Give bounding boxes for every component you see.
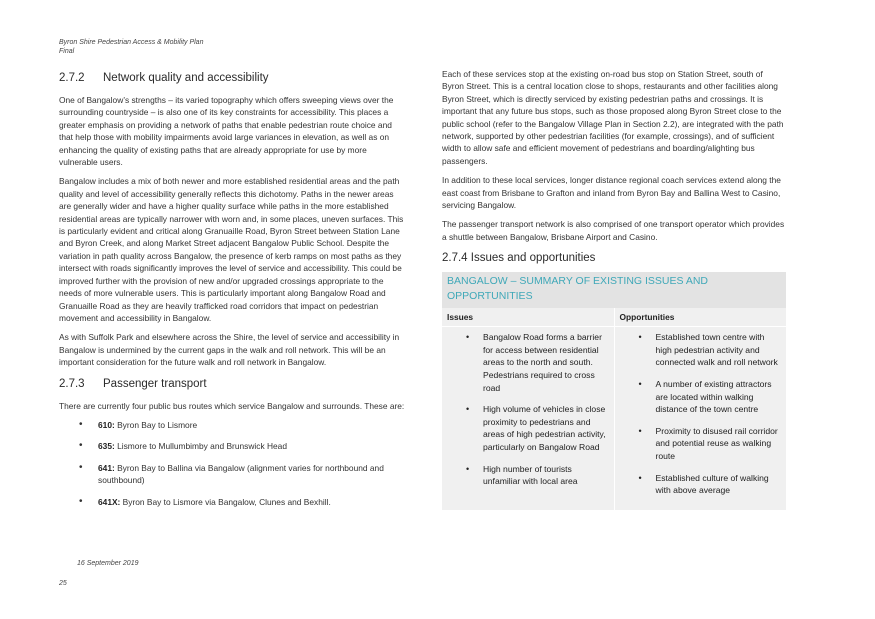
opportunity-item: • A number of existing attractors are located within walking distance of the town centre — [615, 378, 781, 416]
issues-header: Issues — [442, 308, 614, 327]
opportunities-list — [615, 327, 787, 510]
opportunities-column — [614, 308, 787, 510]
paragraph: The passenger transport network is also comprised of one transport operator which provides a shuttle between Bangalow, Brisbane Airport and Casino. — [442, 219, 785, 242]
bus-route-item — [59, 462, 405, 487]
paragraph: Bangalow includes a mix of both newer and more established residential areas and the path quality and level of accessibility generally reflects this dichotomy. Paths in the newer areas are generally wider and have a higher quality surface while paths in the more established residential areas are typically narrower with worn and, in some places, uneven surfaces. This is particularly evident and critical along Granuaille Road, Byron Street between Station Lane and Byron Creek, and along Market Street adjacent Bangalow Public School. Despite the variation in path quality across Bangalow, the presence of kerb ramps on most paths as they intersect with roads significantly improves the level of service and accessibility. This could be improved further with the provision of new and/or upgraded crossings appropriate to the needs of more vulnerable users. This is particularly important along Bangalow Road and Granuaille Road as they are heavily trafficked road corridors that impact on pedestrian movement and accessibility in Bangalow. — [59, 176, 404, 323]
right-column — [442, 68, 786, 510]
section-title: Network quality and accessibility — [103, 72, 269, 84]
route-description: Byron Bay to Lismore — [114, 419, 198, 430]
route-code: 641X: — [98, 496, 121, 507]
paragraph: One of Bangalow’s strengths – its varied topography which offers sweeping views over the surrounding countryside – is also one of its key constraints for accessibility. This places a greater emphasis on providing a network of paths that enable pedestrian route choice and that help those with mobility impairments avoid large variances in elevation, as well as on enhancing the quality of existing paths that are already appropriate for use by more vulnerable users. — [59, 95, 394, 168]
opportunities-header: Opportunities — [615, 308, 787, 327]
issues-list — [442, 327, 614, 501]
summary-box-title: BANGALOW – SUMMARY OF EXISTING ISSUES AND OPPORTUNITIES — [442, 272, 786, 308]
route-code: 610: — [98, 419, 115, 430]
opportunity-item: • Established culture of walking with above average — [615, 472, 781, 497]
summary-columns — [442, 308, 786, 510]
bus-route-item — [59, 419, 405, 431]
issue-item: • Bangalow Road forms a barrier for access between residential areas to the north and south. Pedestrians required to cross road — [442, 331, 608, 394]
document-status: Final — [59, 48, 75, 55]
paragraph: Each of these services stop at the existing on-road bus stop on Station Street, south of Byron Street. This is a central location close to shops, restaurants and other facilities along Byron Street, which is directly serviced by existing pedestrian paths and crossings. It is important that any future bus stops, such as those proposed along Byron Street close to the public school (refer to the Bangalow Village Plan in Section 2.2), are integrated with the path network, supported by other pedestrian facilities (for example, crossings), and of sufficient width to allow safe and efficient movement of pedestrians and boarding/alighting bus passengers. — [442, 69, 784, 166]
opportunity-item: • Established town centre with high pedestrian activity and connected walk and roll network — [615, 331, 781, 369]
summary-box — [442, 272, 786, 510]
issue-item: • High number of tourists unfamiliar with local area — [442, 463, 608, 488]
left-column — [59, 68, 405, 517]
section-title: Passenger transport — [103, 377, 207, 390]
route-description: Byron Bay to Ballina via Bangalow (alignment varies for northbound and southbound) — [98, 462, 384, 486]
bus-route-item — [59, 496, 405, 508]
route-description: Lismore to Mullumbimby and Brunswick Head — [114, 441, 287, 452]
bus-route-item — [59, 440, 405, 452]
paragraph: In addition to these local services, longer distance regional coach services extend along the east coast from Brisbane to Grafton and inland from Byron Bay and Ballina West to Casino, servicing Bangalow. — [442, 175, 781, 211]
route-code: 635: — [98, 441, 115, 452]
section-heading-issues-opportunities: 2.7.4 Issues and opportunities — [442, 252, 596, 265]
document-title: Byron Shire Pedestrian Access & Mobility Plan — [59, 39, 204, 46]
section-heading-passenger-transport — [59, 376, 405, 392]
section-heading-network-quality — [59, 70, 405, 86]
issues-column — [442, 308, 614, 510]
document-date: 16 September 2019 — [77, 560, 139, 567]
issue-item: • High volume of vehicles in close proximity to pedestrians and areas of high pedestrian activity, particularly on Bangalow Road — [442, 403, 608, 453]
bus-route-list — [59, 419, 405, 508]
opportunity-item: • Proximity to disused rail corridor and potential reuse as walking route — [615, 425, 781, 463]
section-number: 2.7.2 — [59, 72, 85, 84]
document-header — [59, 38, 203, 56]
paragraph: There are currently four public bus routes which service Bangalow and surrounds. These are: — [59, 400, 405, 411]
route-description: Byron Bay to Lismore via Bangalow, Clunes and Bexhill. — [120, 496, 331, 507]
page-number: 25 — [59, 580, 67, 587]
section-number: 2.7.3 — [59, 377, 85, 390]
route-code: 641: — [98, 462, 115, 473]
paragraph: As with Suffolk Park and elsewhere across the Shire, the level of service and accessibility in Bangalow is undermined by the current gaps in the walk and roll network. This will be an important consideration for the future walk and roll network in Bangalow. — [59, 332, 400, 368]
